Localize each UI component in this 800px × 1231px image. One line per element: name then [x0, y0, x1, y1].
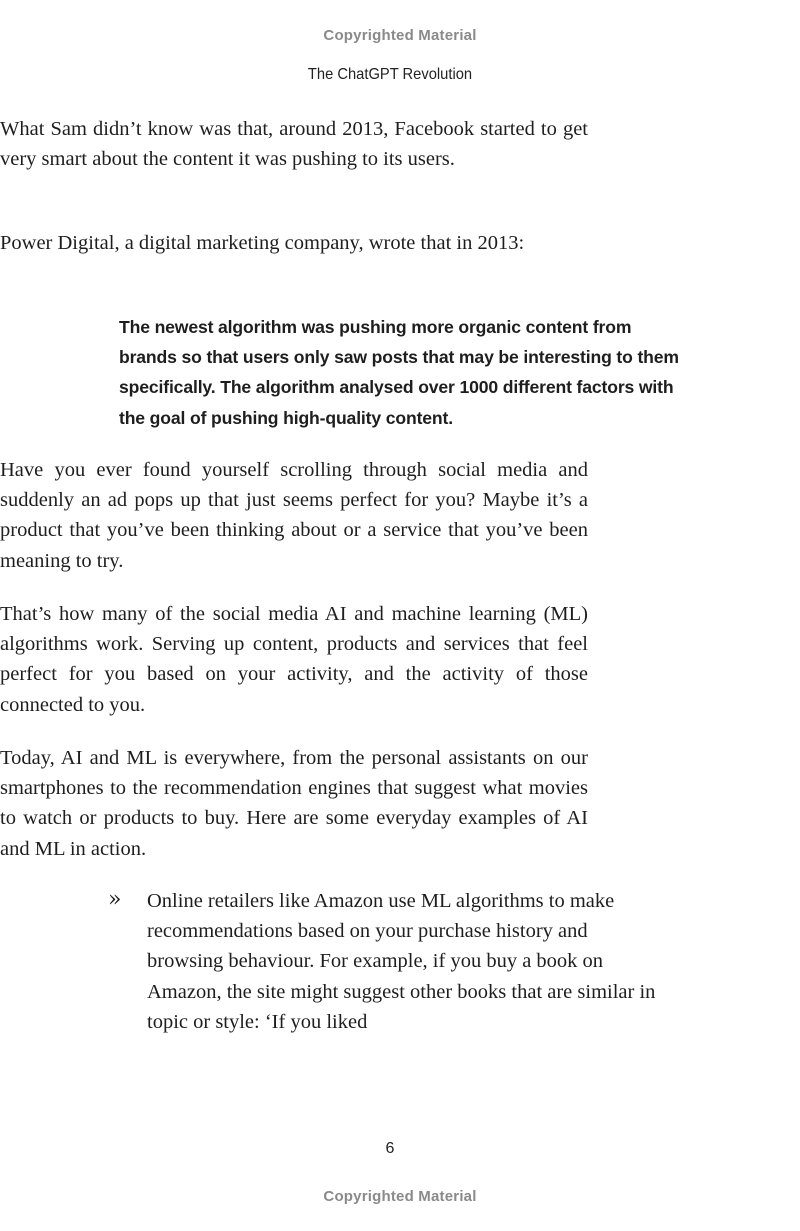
bullet-marker: »: [108, 887, 122, 912]
copyright-watermark-bottom: Copyrighted Material: [323, 1188, 477, 1205]
paragraph-2: Power Digital, a digital marketing company, wrote that in 2013:: [0, 232, 525, 254]
bullet-item-text: Online retailers like Amazon use ML algorithms to make recommendations based on your purchase history and browsing behaviour. For example, if you buy a book on Amazon, the site might suggest other books that are similar in topic or style: ‘If you liked: [147, 890, 656, 1033]
paragraph-3: Have you ever found yourself scrolling through social media and suddenly an ad pops up that just seems perfect for you? Maybe it’s a product that you’ve been thinking about or a service that you’ve been meaning to try.: [0, 459, 588, 572]
block-quote: The newest algorithm was pushing more organic content from brands so that users only saw posts that may be interesting to them specifically. The algorithm analysed over 1000 different factors with the goal of pushing high-quality content.: [119, 317, 679, 428]
paragraph-4: That’s how many of the social media AI and machine learning (ML) algorithms work. Serving up content, products and services that feel perfect for you based on your activity, and the activity of those connected to you.: [0, 603, 588, 716]
copyright-watermark-top: Copyrighted Material: [323, 27, 477, 44]
page-number: 6: [385, 1140, 395, 1157]
paragraph-5: Today, AI and ML is everywhere, from the personal assistants on our smartphones to the recommendation engines that suggest what movies to watch or products to buy. Here are some everyday examples of AI and ML in action.: [0, 747, 588, 860]
paragraph-1: What Sam didn’t know was that, around 2013, Facebook started to get very smart about the content it was pushing to its users.: [0, 118, 588, 171]
running-head-title: The ChatGPT Revolution: [307, 66, 473, 83]
